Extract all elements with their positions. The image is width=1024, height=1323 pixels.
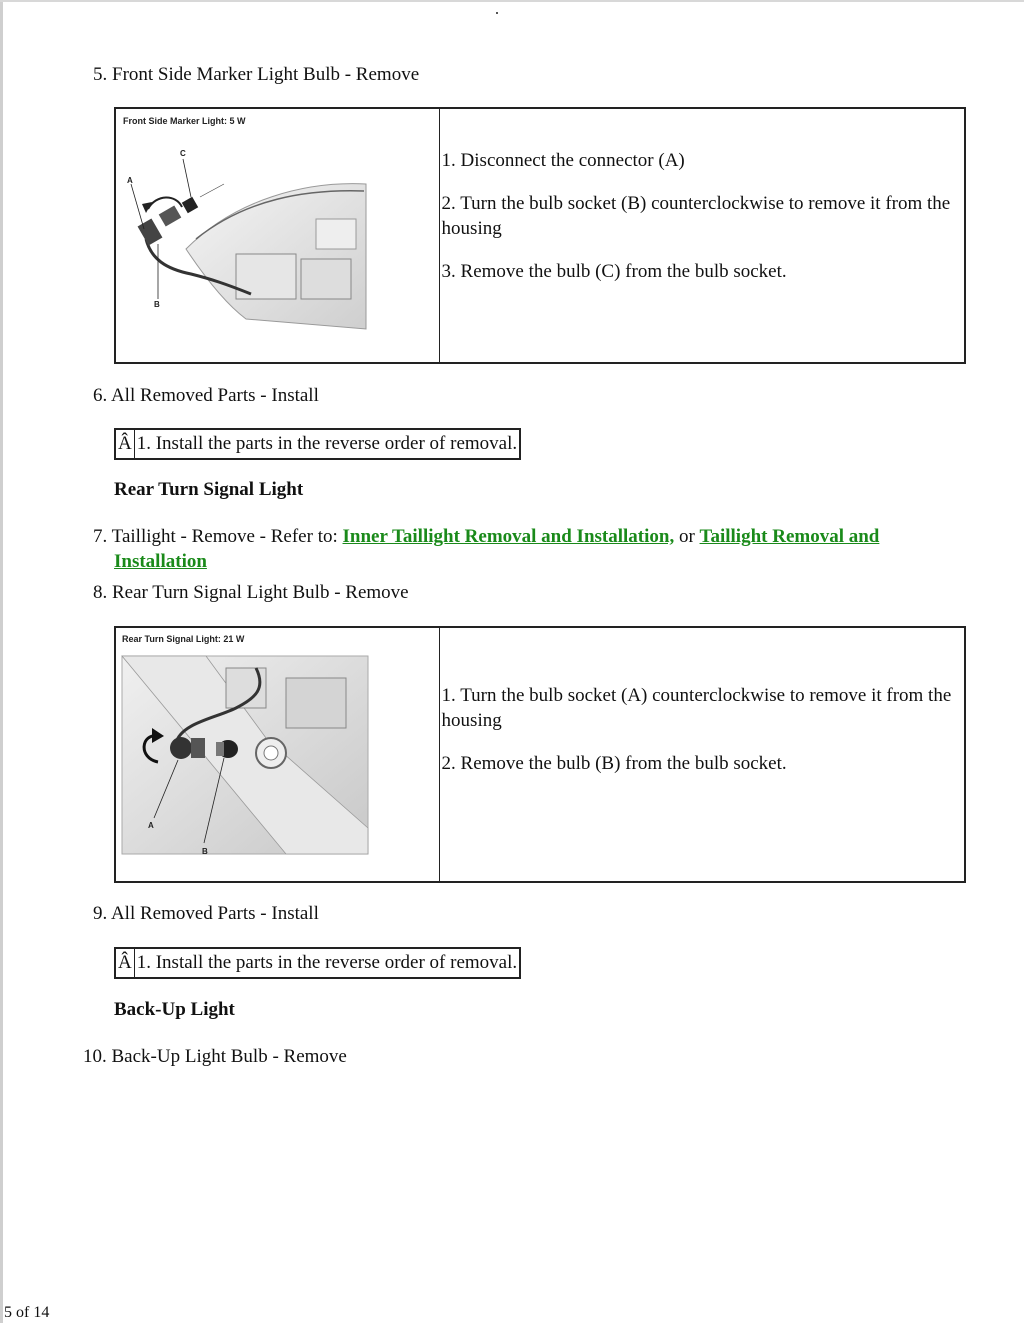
step-10 — [83, 1044, 347, 1069]
step-text: Back-Up Light Bulb - Remove — [111, 1046, 347, 1067]
page-edge — [0, 0, 3, 1323]
step-text: Rear Turn Signal Light Bulb - Remove — [112, 582, 409, 603]
callout-b: B — [202, 847, 208, 856]
step-text: All Removed Parts - Install — [110, 903, 319, 924]
link-taillight[interactable]: Taillight Removal and — [699, 526, 880, 547]
step-7 — [93, 524, 953, 574]
step-number: 10. — [83, 1046, 107, 1067]
instruction-2: 2. Turn the bulb socket (B) counterclockwise to remove it from the housing — [441, 192, 951, 239]
step-text: Taillight - Remove - Refer to: — [111, 526, 343, 547]
step-text: Front Side Marker Light Bulb - Remove — [112, 64, 420, 85]
step-5 — [93, 62, 419, 87]
instruction-3: 3. Remove the bulb (C) from the bulb socket. — [441, 260, 787, 282]
note-text: 1. Install the parts in the reverse order of removal. — [134, 948, 520, 978]
instruction-1: 1. Disconnect the connector (A) — [441, 149, 685, 171]
step-number: 9. — [93, 903, 108, 924]
callout-b: B — [154, 300, 160, 309]
callout-a: A — [148, 821, 154, 830]
callout-a: A — [127, 176, 133, 185]
link-taillight-cont[interactable]: Installation — [114, 551, 207, 572]
front-marker-illustration — [116, 109, 439, 362]
page-top-edge — [0, 0, 1024, 2]
step-6 — [93, 383, 319, 408]
step-number: 7. — [93, 526, 108, 547]
figure-instructions-cell — [439, 627, 965, 882]
step-number: 8. — [93, 582, 108, 603]
figure-table-front-marker — [114, 107, 966, 364]
step-number: 5. — [93, 64, 108, 85]
step-text: All Removed Parts - Install — [110, 385, 319, 406]
dot-mark — [496, 12, 498, 14]
install-note-2 — [114, 947, 521, 979]
figure-table-rear-turn — [114, 626, 966, 883]
step-8 — [93, 580, 409, 605]
figure-title: Front Side Marker Light: 5 W — [123, 116, 246, 126]
note-symbol: Â — [115, 429, 134, 459]
heading-back-up-light: Back-Up Light — [114, 999, 235, 1020]
instruction-1: 1. Turn the bulb socket (A) counterclockwise to remove it from the housing — [441, 685, 952, 731]
step-text-or: or — [674, 526, 700, 547]
step-number: 6. — [93, 385, 108, 406]
rear-turn-illustration — [116, 628, 439, 881]
link-inner-taillight[interactable]: Inner Taillight Removal and Installation, — [342, 526, 675, 547]
instruction-2: 2. Remove the bulb (B) from the bulb socket. — [441, 753, 787, 774]
page-counter: 5 of 14 — [4, 1304, 50, 1321]
install-note-1 — [114, 428, 521, 460]
figure-image-cell — [115, 627, 439, 882]
figure-instructions-cell — [439, 108, 965, 363]
callout-c: C — [180, 149, 186, 158]
figure-image-cell — [115, 108, 439, 363]
note-text: 1. Install the parts in the reverse order of removal. — [134, 429, 520, 459]
figure-title: Rear Turn Signal Light: 21 W — [122, 634, 245, 644]
note-symbol: Â — [115, 948, 134, 978]
heading-rear-turn-signal: Rear Turn Signal Light — [114, 479, 304, 500]
step-9 — [93, 901, 319, 926]
